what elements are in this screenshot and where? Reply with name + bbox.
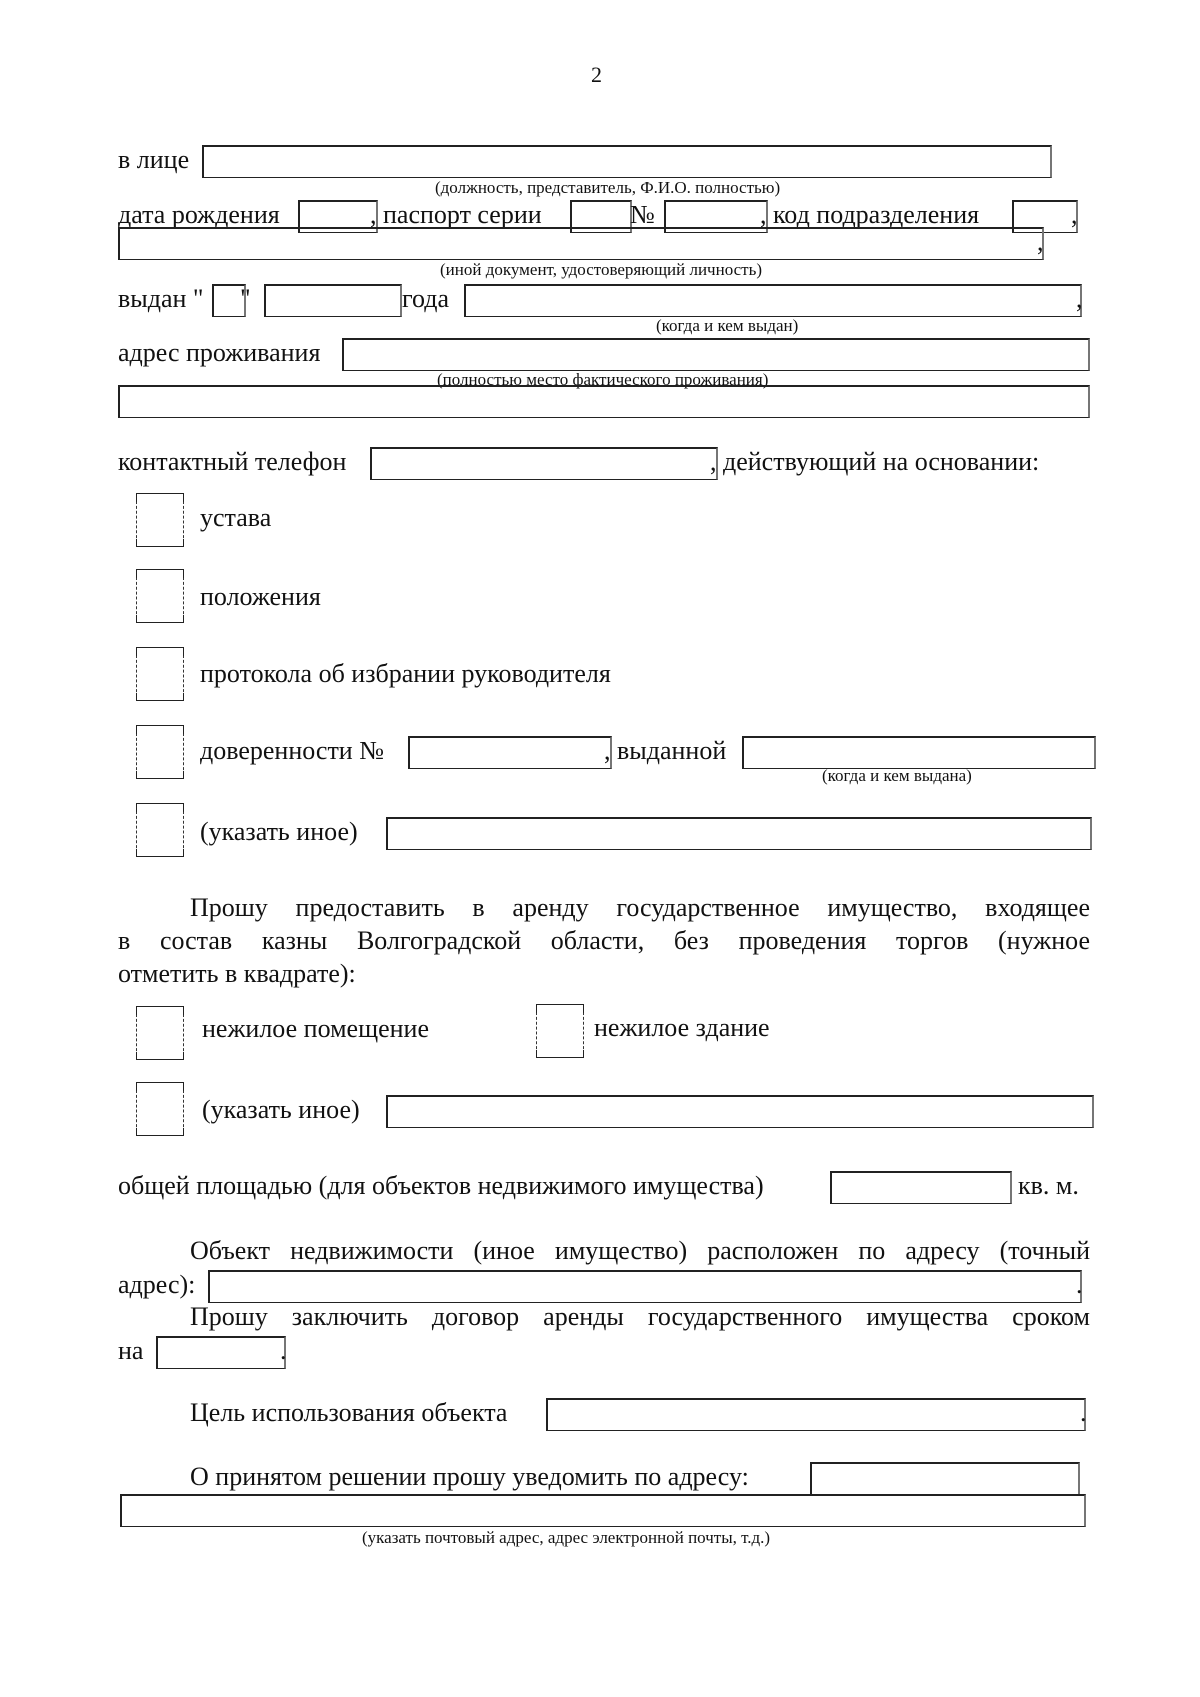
- other-id-comma: ,: [1037, 227, 1044, 256]
- purpose-label: Цель использования объекта: [190, 1398, 508, 1427]
- phone-field[interactable]: [370, 447, 718, 480]
- area-field[interactable]: [830, 1171, 1012, 1204]
- passport-number-label: №: [630, 200, 655, 229]
- charter-label: устава: [200, 503, 272, 532]
- notify-label: О принятом решении прошу уведомить по адресу:: [190, 1462, 749, 1491]
- checkbox-charter[interactable]: [136, 493, 184, 547]
- checkbox-regulation[interactable]: [136, 569, 184, 623]
- protocol-label: протокола об избрании руководителя: [200, 659, 611, 688]
- non-residential-premises-label: нежилое помещение: [202, 1014, 430, 1043]
- residence-address-field-2[interactable]: [118, 385, 1090, 418]
- request-line-1: Прошу предоставить в аренду государственное имущество, входящее: [190, 893, 1090, 922]
- term-paragraph: [118, 1300, 1090, 1333]
- power-of-attorney-hint: (когда и кем выдана): [822, 766, 972, 785]
- term-line-1: Прошу заключить договор аренды государственного имущества сроком: [190, 1302, 1090, 1331]
- residence-address-label: адрес проживания: [118, 338, 321, 367]
- basis-label: , действующий на основании:: [710, 447, 1040, 476]
- checkbox-property-other[interactable]: [136, 1082, 184, 1136]
- basis-other-field[interactable]: [386, 817, 1092, 850]
- request-line-2: в состав казны Волгоградской области, без проведения торгов (нужное: [118, 926, 1090, 955]
- purpose-dot: .: [1080, 1398, 1087, 1427]
- location-dot: .: [1076, 1270, 1083, 1299]
- issued-comma: ,: [1076, 284, 1083, 313]
- issued-year-label: года: [402, 284, 450, 313]
- checkbox-non-residential-building[interactable]: [536, 1004, 584, 1058]
- checkbox-non-residential-premises[interactable]: [136, 1006, 184, 1060]
- notify-field[interactable]: [810, 1462, 1080, 1495]
- issued-by-field[interactable]: [464, 284, 1082, 317]
- representative-field[interactable]: [202, 145, 1052, 178]
- property-other-field[interactable]: [386, 1095, 1094, 1128]
- location-paragraph: [118, 1234, 1090, 1267]
- birth-date-label: дата рождения: [118, 200, 280, 229]
- area-label: общей площадью (для объектов недвижимого имущества): [118, 1171, 764, 1200]
- issued-quote: ": [240, 284, 251, 313]
- residence-address-hint: (полностью место фактического проживания): [437, 370, 769, 389]
- regulation-label: положения: [200, 582, 321, 611]
- term-dot: .: [280, 1336, 287, 1365]
- representative-hint: (должность, представитель, Ф.И.О. полностью): [435, 178, 781, 197]
- basis-other-label: (указать иное): [200, 817, 358, 846]
- area-unit: кв. м.: [1018, 1171, 1079, 1200]
- passport-series-label: , паспорт серии: [370, 200, 542, 229]
- location-line-2: адрес):: [118, 1270, 196, 1299]
- term-line-2: на: [118, 1336, 144, 1365]
- page-number: 2: [591, 62, 602, 87]
- phone-label: контактный телефон: [118, 447, 347, 476]
- representative-label: в лице: [118, 145, 190, 174]
- other-id-document-field[interactable]: [118, 227, 1044, 260]
- division-code-label: , код подразделения: [760, 200, 980, 229]
- power-of-attorney-issued-label: , выданной: [604, 736, 727, 765]
- division-code-comma: ,: [1071, 200, 1078, 229]
- other-id-hint: (иной документ, удостоверяющий личность): [440, 260, 763, 279]
- residence-address-field[interactable]: [342, 338, 1090, 371]
- notify-hint: (указать почтовый адрес, адрес электронной почты, т.д.): [362, 1528, 771, 1547]
- issued-month-field[interactable]: [264, 284, 402, 317]
- issued-hint: (когда и кем выдан): [656, 316, 799, 335]
- power-of-attorney-number-field[interactable]: [408, 736, 612, 769]
- checkbox-power-of-attorney[interactable]: [136, 725, 184, 779]
- checkbox-basis-other[interactable]: [136, 803, 184, 857]
- term-field[interactable]: [156, 1336, 286, 1369]
- power-of-attorney-label: доверенности №: [200, 736, 385, 765]
- issued-label: выдан ": [118, 284, 204, 313]
- request-paragraph: [118, 891, 1090, 990]
- request-line-3: отметить в квадрате):: [118, 959, 356, 988]
- power-of-attorney-issued-field[interactable]: [742, 736, 1096, 769]
- property-other-label: (указать иное): [202, 1095, 360, 1124]
- purpose-field[interactable]: [546, 1398, 1086, 1431]
- non-residential-building-label: нежилое здание: [594, 1013, 770, 1042]
- location-line-1: Объект недвижимости (иное имущество) расположен по адресу (точный: [190, 1236, 1090, 1265]
- notify-field-2[interactable]: [120, 1494, 1086, 1527]
- checkbox-protocol[interactable]: [136, 647, 184, 701]
- location-address-field[interactable]: [208, 1270, 1082, 1303]
